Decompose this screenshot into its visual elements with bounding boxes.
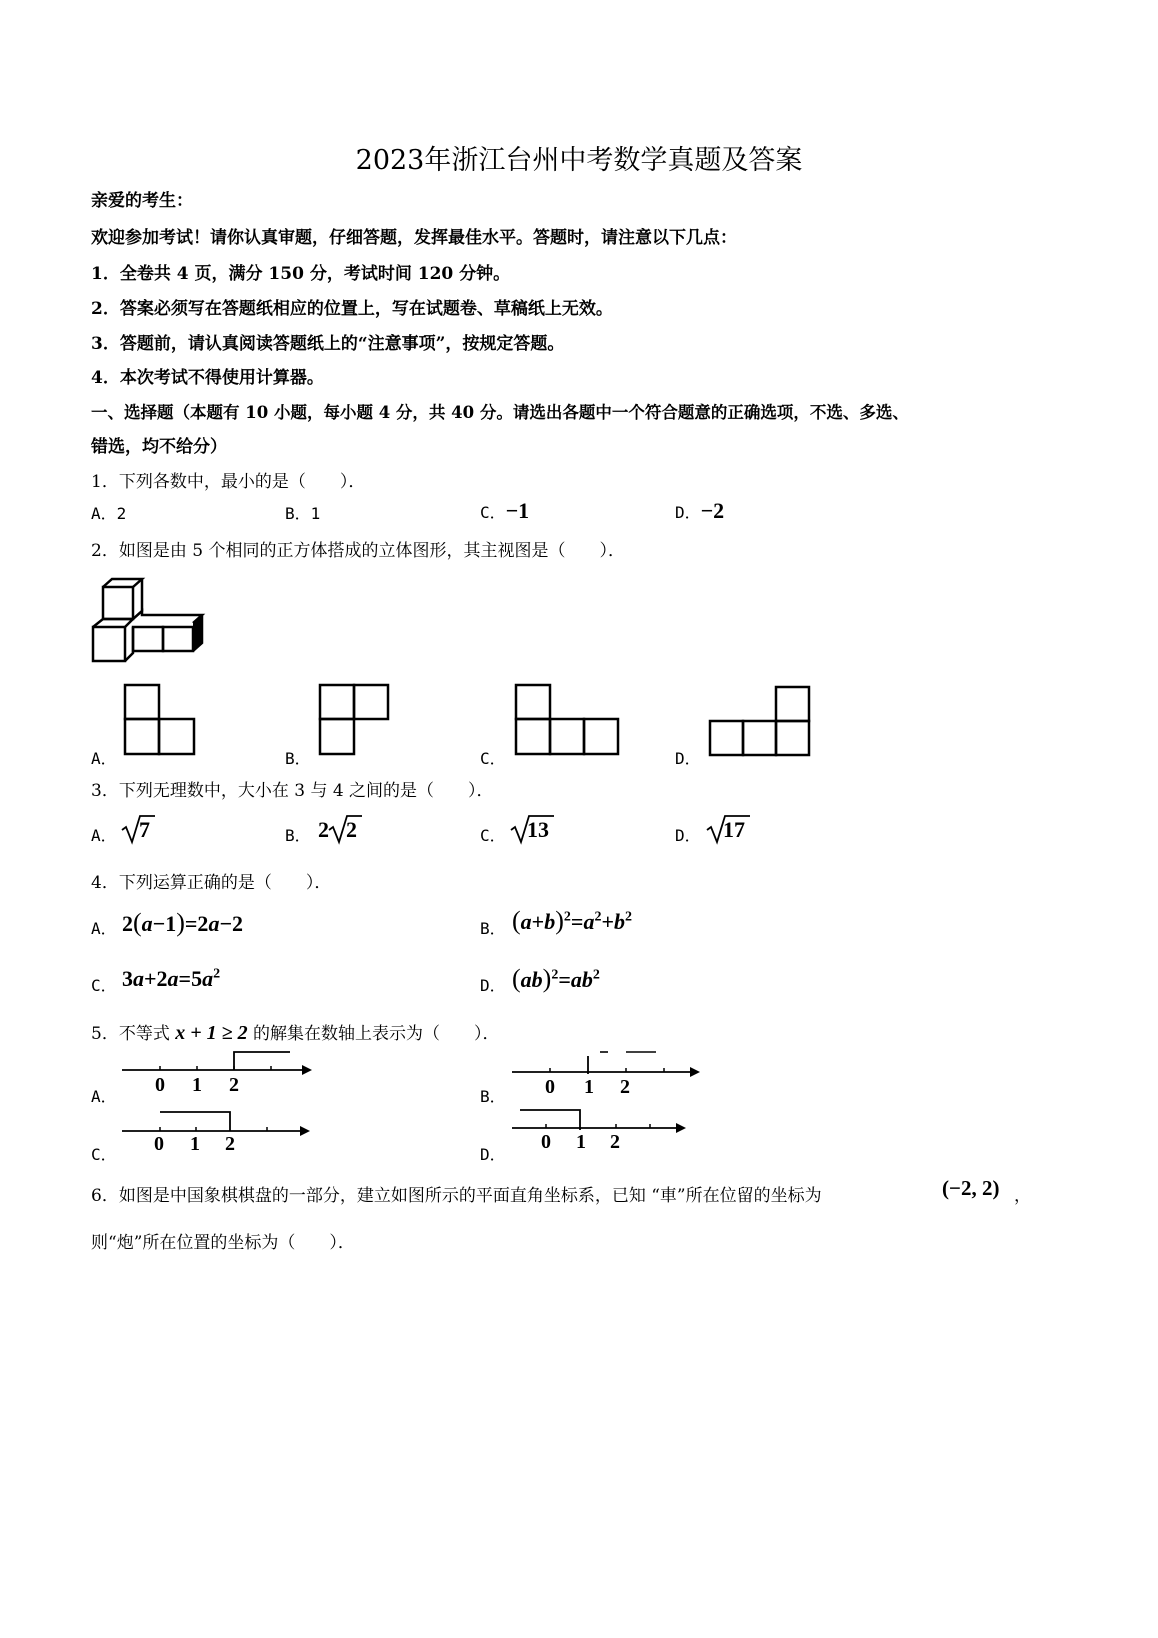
q1-option-d xyxy=(675,498,724,524)
q6-comma: ， xyxy=(1014,1186,1031,1206)
q2-view-c xyxy=(515,684,621,758)
q5-label-c: C． xyxy=(91,1145,117,1164)
q3-label-d: D． xyxy=(675,826,701,845)
q2-cube-figure xyxy=(90,575,210,667)
q5-label-d: D． xyxy=(480,1145,506,1164)
q5-a-tick-1: 1 xyxy=(192,1074,202,1096)
option-label: B． xyxy=(285,504,311,523)
q5-b-tick-0: 0 xyxy=(545,1076,555,1098)
q4-formula-b: $(a+b)^2=a^2+b^2$ xyxy=(512,906,632,935)
q5-numberline-b xyxy=(512,1048,702,1098)
q4-label-c: C． xyxy=(91,976,117,995)
option-label: A． xyxy=(91,504,117,523)
q6-line1: 6．如图是中国象棋棋盘的一部分，建立如图所示的平面直角坐标系，已知 “車”所在位留的坐标为 xyxy=(91,1186,822,1206)
q1-option-c xyxy=(480,498,529,524)
q2-label-c: C． xyxy=(480,749,506,768)
section-heading-line2: 错选，均不给分） xyxy=(91,437,227,457)
option-label: D． xyxy=(675,503,701,522)
q3-radicand-c: 13 xyxy=(527,817,549,842)
q5-c-tick-2: 2 xyxy=(225,1133,235,1155)
q5-d-tick-0: 0 xyxy=(541,1131,551,1153)
q3-label-b: B． xyxy=(285,826,311,845)
greeting: 亲爱的考生： xyxy=(91,191,193,211)
page-title: 2023年浙江台州中考数学真题及答案 xyxy=(355,145,803,176)
q1-stem: 1．下列各数中，最小的是（ ）． xyxy=(91,472,366,492)
q4-stem: 4．下列运算正确的是（ ）． xyxy=(91,873,332,893)
q2-view-b xyxy=(318,684,392,758)
q3-radicand-b: 2 xyxy=(346,817,357,842)
q5-b-tick-1: 1 xyxy=(584,1076,594,1098)
q5-numberline-a xyxy=(122,1048,312,1098)
q5-d-tick-2: 2 xyxy=(610,1131,620,1153)
q4-formula-c: $3a+2a=5a^2$ xyxy=(122,966,221,991)
option-value: −1 xyxy=(505,498,530,523)
q3-stem: 3．下列无理数中，大小在 3 与 4 之间的是（ ）． xyxy=(91,781,494,801)
note-1: 1．全卷共 4 页，满分 150 分，考试时间 120 分钟。 xyxy=(91,264,511,284)
q3-coef-b: 2 xyxy=(318,817,329,842)
q5-c-tick-1: 1 xyxy=(190,1133,200,1155)
q4-label-a: A． xyxy=(91,919,117,938)
option-value: 2 xyxy=(116,504,127,523)
q5-stem xyxy=(91,1019,500,1045)
q5-b-tick-2: 2 xyxy=(620,1076,630,1098)
q4-formula-d: $(ab)^2=ab^2$ xyxy=(512,964,600,993)
option-label: C． xyxy=(480,503,506,522)
q5-label-a: A． xyxy=(91,1087,117,1106)
q3-radicand-a: 7 xyxy=(139,817,150,842)
q5-numberline-d xyxy=(512,1106,692,1156)
q2-view-a xyxy=(124,684,198,758)
q4-label-b: B． xyxy=(480,919,506,938)
note-4: 4．本次考试不得使用计算器。 xyxy=(91,368,324,388)
q3-label-a: A． xyxy=(91,826,117,845)
q3-label-c: C． xyxy=(480,826,506,845)
q5-c-tick-0: 0 xyxy=(154,1133,164,1155)
q2-stem: 2．如图是由 5 个相同的正方体搭成的立体图形，其主视图是（ ）． xyxy=(91,541,625,561)
note-3: 3．答题前，请认真阅读答题纸上的“注意事项”，按规定答题。 xyxy=(91,334,565,354)
q2-label-a: A． xyxy=(91,749,117,768)
option-value: −2 xyxy=(700,498,725,523)
q6-line2: 则“炮”所在位置的坐标为（ ）． xyxy=(91,1233,355,1253)
q4-label-d: D． xyxy=(480,976,506,995)
q5-stem-suffix: 的解集在数轴上表示为（ ）． xyxy=(253,1024,500,1044)
q3-radicand-d: 17 xyxy=(723,817,745,842)
note-2: 2．答案必须写在答题纸相应的位置上，写在试题卷、草稿纸上无效。 xyxy=(91,299,613,319)
q6-coordinate: (−2, 2) xyxy=(942,1176,1000,1200)
q5-stem-prefix: 5．不等式 xyxy=(91,1024,170,1044)
option-value: 1 xyxy=(310,504,321,523)
q2-view-d xyxy=(708,686,814,758)
q1-option-b xyxy=(285,501,320,524)
q2-label-d: D． xyxy=(675,749,701,768)
q5-label-b: B． xyxy=(480,1087,506,1106)
section-heading-line1: 一、选择题（本题有 10 小题，每小题 4 分，共 40 分。请选出各题中一个符合题意的正确选项，不选、多选、 xyxy=(91,403,909,422)
q2-label-b: B． xyxy=(285,749,311,768)
q5-d-tick-1: 1 xyxy=(576,1131,586,1153)
q1-option-a xyxy=(91,501,126,524)
q5-a-tick-0: 0 xyxy=(155,1074,165,1096)
q5-numberline-c xyxy=(122,1108,312,1158)
welcome-text: 欢迎参加考试！请你认真审题，仔细答题，发挥最佳水平。答题时，请注意以下几点： xyxy=(91,228,737,248)
q4-formula-a: 2(a−1)=2a−2 xyxy=(122,908,243,937)
q5-a-tick-2: 2 xyxy=(229,1074,239,1096)
q5-inequality: x + 1 ≥ 2 xyxy=(175,1022,248,1044)
